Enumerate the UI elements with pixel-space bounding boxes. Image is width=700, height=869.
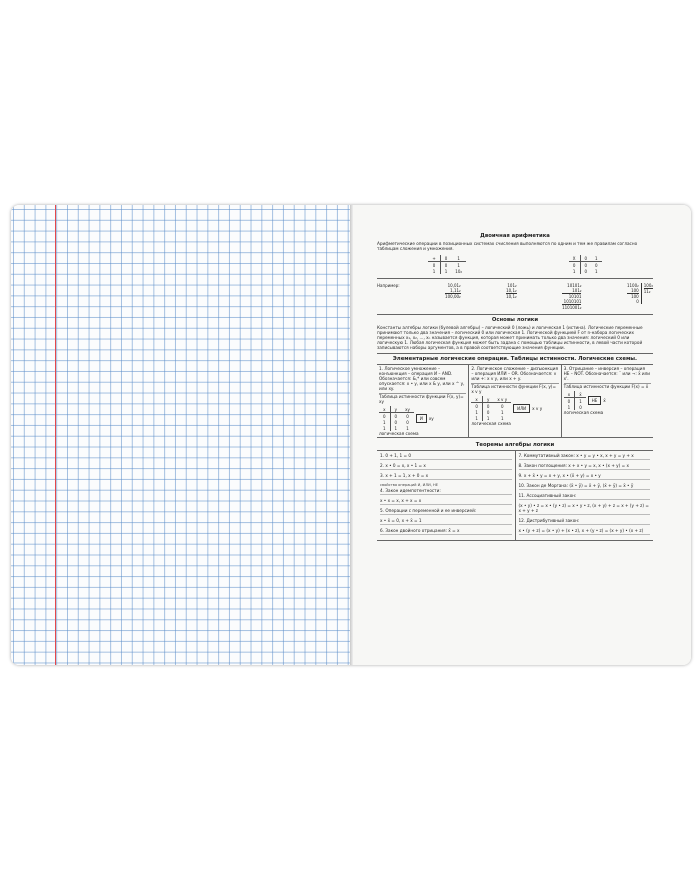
reference-page [353, 205, 691, 665]
margin-line [55, 205, 56, 665]
or-gate: ИЛИ [513, 404, 530, 413]
binary-examples: Например: 10,01₂ 1,11₂ 100,00₂ 101₂ 10,1₂ 10,1₂ 10101₂ 101₂ 10101 1010101 1101001₂ 1100₂ 100 100 0 100₂ 11₂ [377, 283, 653, 310]
op-not: 3. Отрицание – инверсия – операция НЕ – NOT. Обозначается: ¯ или ¬: x̄ или x'. Таблица истинности функции F(x) = x̄ x x̄ 0 1 1 0 НЕ x̄ логическая схема [563, 366, 651, 415]
open-notebook [11, 205, 691, 665]
example-addition: 10,01₂ 1,11₂ 100,00₂ [445, 283, 461, 299]
grid-page [11, 205, 350, 665]
logic-title: Основы логики [491, 317, 539, 323]
theorems-left: 1. 0 + 1, 1 = 0 2. x • 0 = x, x • 1 = x 3. x + 1 = 1, x + 0 = x свойства операций И, ИЛИ, НЕ 4. Закон идемпотентности: x • x = x, x + x = x 5. Операции с переменной и ее инверсией: x • x̄ = 0, x + x̄ = 1 6. Закон двойного отрицания: x̄̄ = x [377, 451, 516, 540]
binary-tables [377, 255, 653, 274]
example-division: 1100₂ 100 100 0 100₂ 11₂ [626, 283, 653, 304]
theorems-title: Теоремы алгебры логики [475, 442, 555, 448]
ops-title: Элементарные логические операции. Таблицы истинности. Логические схемы. [392, 356, 638, 362]
not-gate: НЕ [588, 396, 602, 405]
example-subtraction: 101₂ 10,1₂ 10,1₂ [506, 283, 517, 299]
ops-columns [377, 364, 653, 438]
and-gate: И [416, 414, 427, 423]
op-and: 1. Логическое умножение – конъюнкция – операция И – AND. Обозначается: &,* или совсем опускается: x • y, или x & y, или x ^ y, или xy. Таблица истинности функции F(x, y)= xy x y xy 0 0 0 1 0 0 1 1 1 И xy логическая схема [377, 365, 469, 437]
addition-table: + 0 1 0 0 1 1 1 10₂ [428, 255, 466, 274]
example-multiplication: 10101₂ 101₂ 10101 1010101 1101001₂ [562, 283, 582, 310]
binary-text: Арифметические операции в позиционных системах счисления выполняются по одним и тем же правилам согласно таблицам сложения и умножения. [377, 241, 638, 251]
logic-text: Константы алгебры логики (булевой алгебры) – логический 0 (ложь) и логическая 1 (истина). Логические переменные принимают только два значения – логический 0 или логическая 1. Логической функцией F от n-набора логических переменных x₁, x₂, ..., xₙ называется функция, которая может принимать только два значения: логический 0 или логическую 1. Любая логическая функция может быть задана с помощью таблицы истинности, в левой части которой записываются наборы аргументов, а в правой соответствующие значения функции. [377, 325, 643, 350]
theorems [377, 450, 653, 541]
binary-title: Двоичная арифметика [480, 233, 550, 239]
multiplication-table: X 0 1 0 0 0 1 0 1 [569, 255, 602, 274]
op-or: 2. Логическое сложение – дизъюнкция – операция ИЛИ – OR. Обозначается: v или +: x v y, или x + y. Таблица истинности функции F(x, y)= x v y x y x v y 0 0 0 1 0 1 1 1 1 ИЛИ x v y логическая схема [469, 365, 561, 437]
theorems-right: 7. Коммутативный закон: x • y = y • x, x + y = y + x 8. Закон поглощения: x + x • y = x, x • (x + y) = x 9. x + x̄ • y = x + y, x • (x̄ + y) = x • y 10. Закон де Моргана: (x̄ • ȳ) = x̄ + ȳ, (x̄ + ȳ) = x̄ • ȳ 11. Ассоциативный закон: (x • y) • z = x • (y • z) = x • y • z, (x + y) + z = x + (y + z) = x + y + z 12. Дистрибутивный закон: x • (y + z) = (x • y) + (x • z), x + (y • z) = (x + y) • (x + z) [518, 453, 649, 533]
